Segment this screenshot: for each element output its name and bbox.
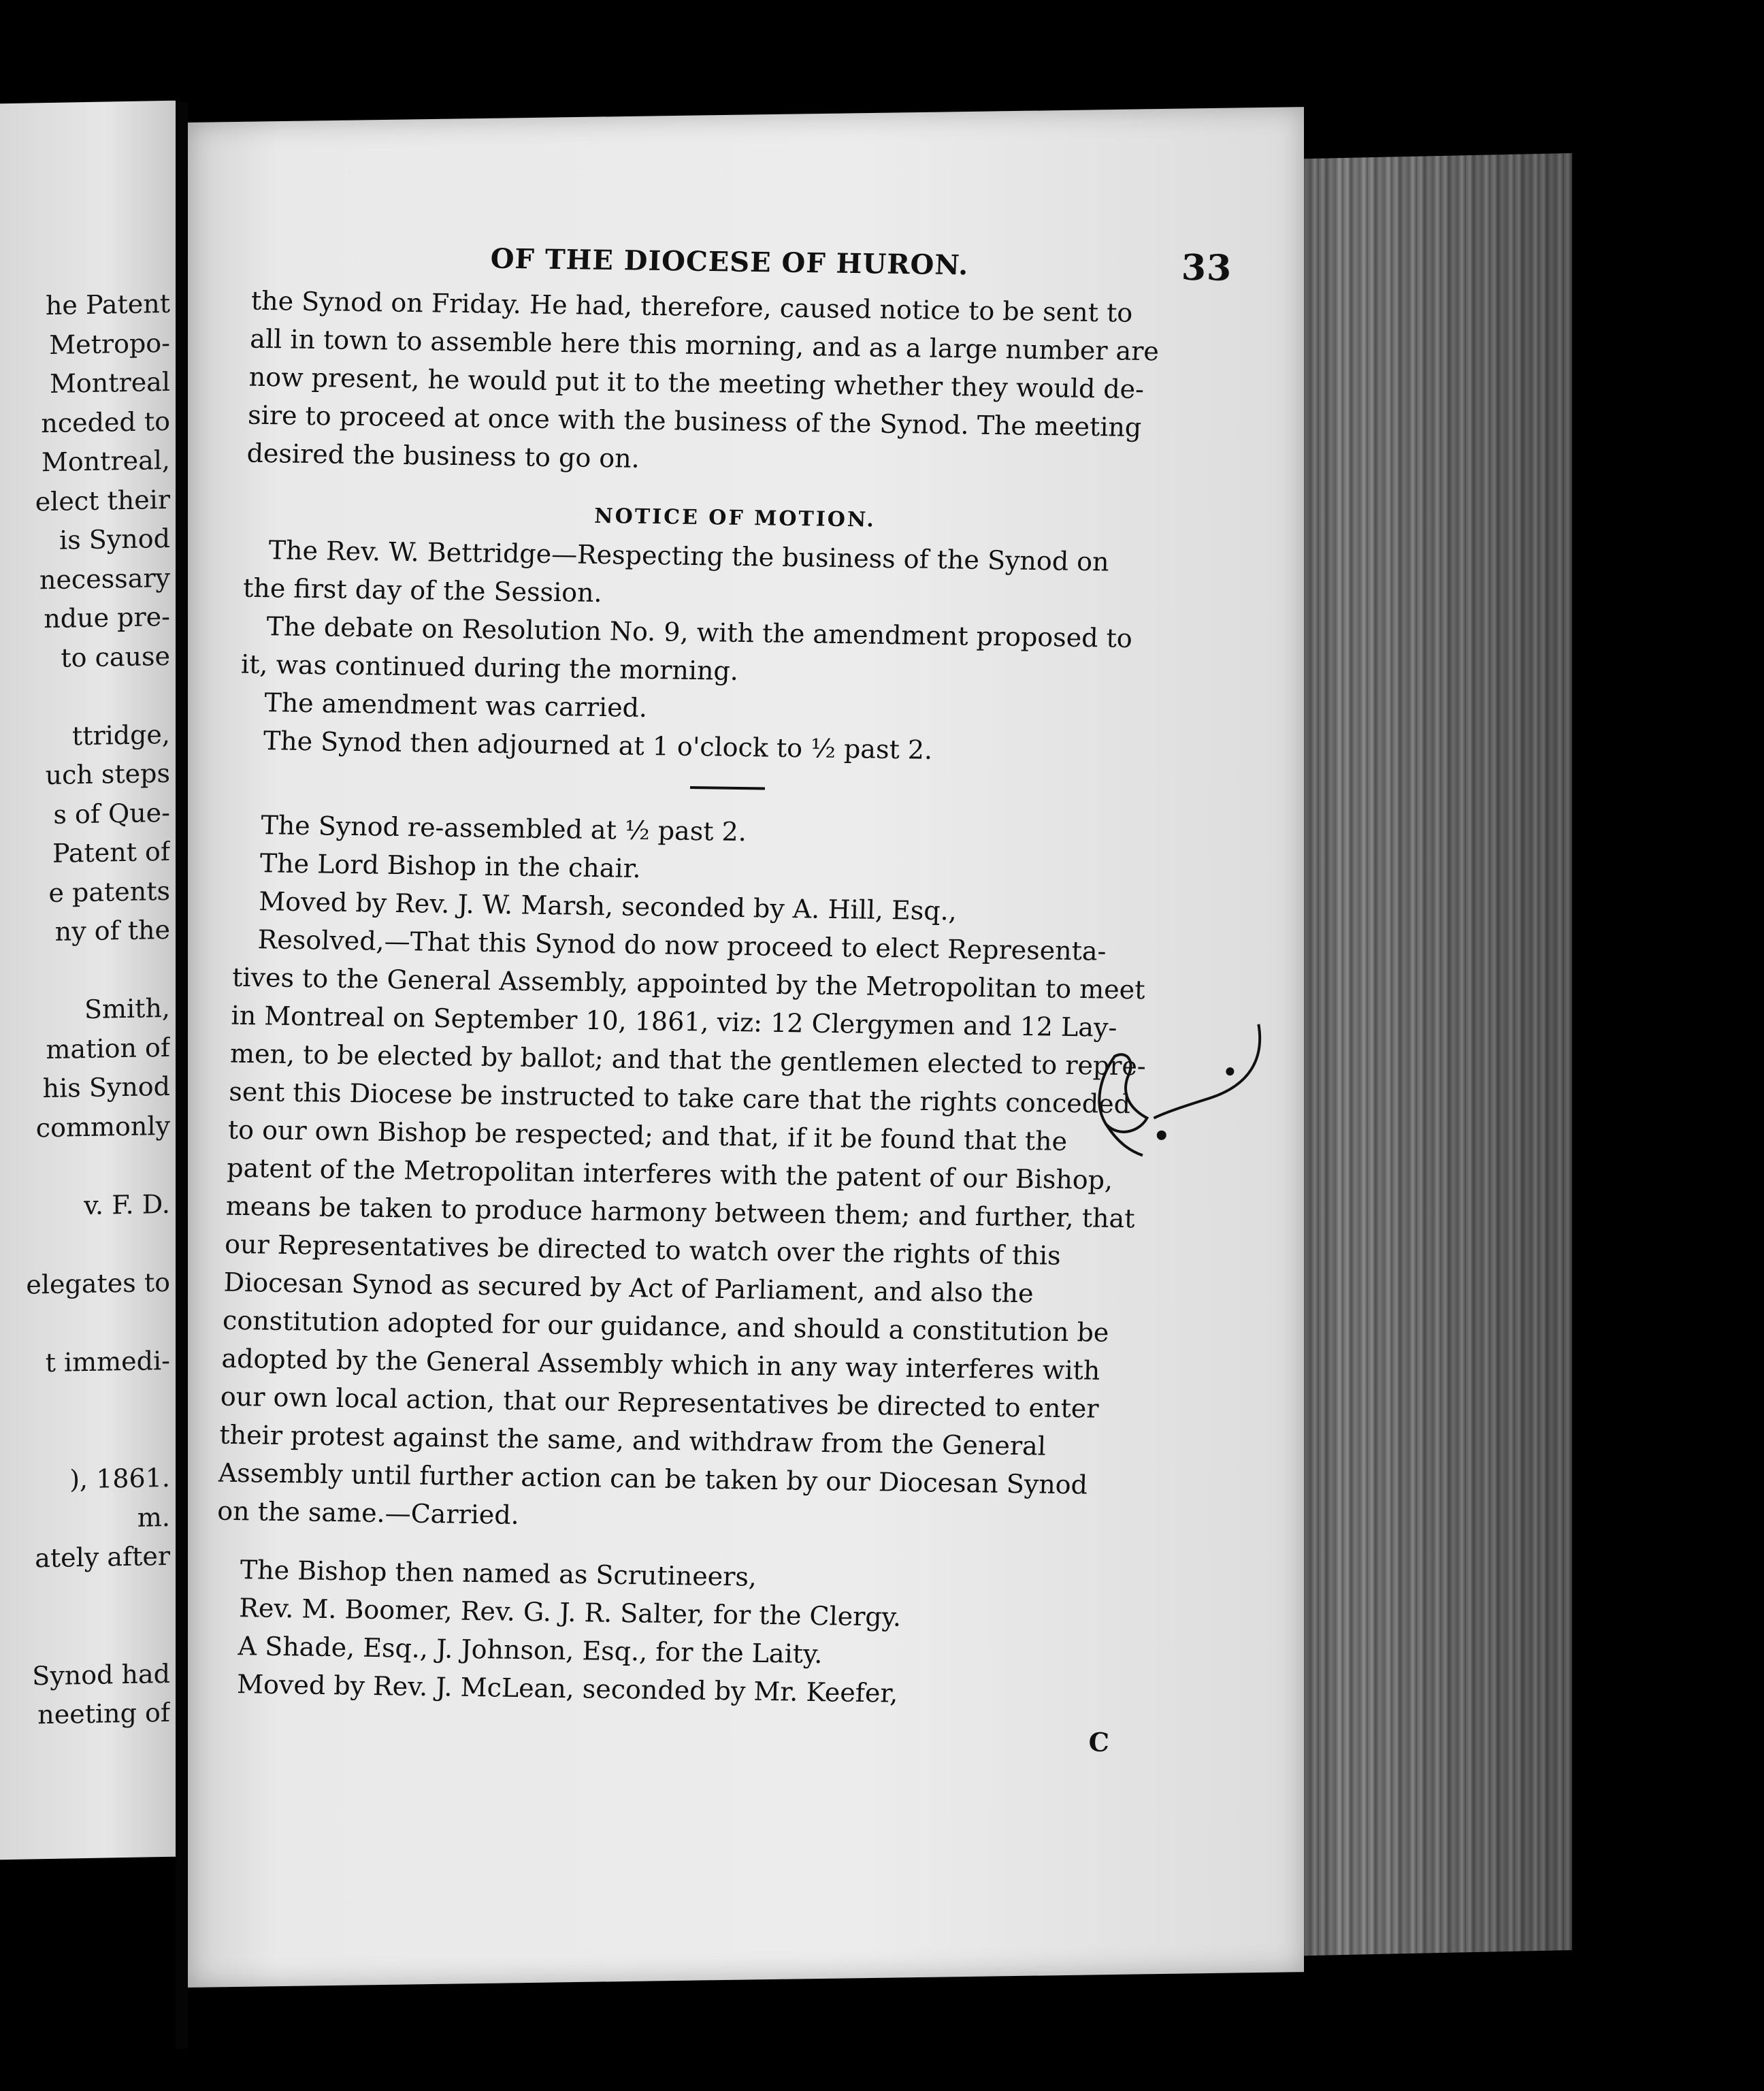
signature-mark: C	[1088, 1726, 1110, 1758]
text-line: The debate on Resolution No. 9, with the amendment proposed to	[266, 611, 1133, 653]
left-text-line	[0, 1576, 170, 1618]
notice-heading: NOTICE OF MOTION.	[593, 504, 877, 532]
text-line: desired the business to go on.	[246, 438, 640, 474]
text-line: sire to proceed at once with the business of the Synod. The meeting	[247, 400, 1142, 442]
text-line: The Bishop then named as Scrutineers,	[240, 1555, 757, 1592]
book-page	[188, 107, 1304, 1988]
text-line: it, was continued during the morning.	[240, 649, 739, 686]
left-page-fragment	[0, 101, 176, 1860]
notice-paragraph	[242, 531, 1224, 621]
left-text-line	[0, 1615, 170, 1657]
left-text-line	[0, 1302, 170, 1344]
left-text-line: nceded to	[41, 406, 170, 438]
left-text-line: is Synod	[59, 523, 170, 555]
left-text-line: s of Que-	[53, 797, 170, 830]
debate-paragraph	[240, 607, 1222, 697]
left-text-line: elegates to	[26, 1267, 170, 1300]
left-text-line	[0, 1419, 170, 1461]
left-text-line: m.	[137, 1502, 170, 1533]
left-text-line: ), 1861.	[69, 1462, 170, 1495]
text-line: the Synod on Friday. He had, therefore, caused notice to be sent to	[250, 285, 1133, 328]
text-line: Resolved,—That this Synod do now proceed to elect Representa-	[257, 924, 1107, 967]
section-rule	[690, 786, 765, 790]
text-line: in Montreal on September 10, 1861, viz: 12 Clergymen and 12 Lay-	[231, 1000, 1117, 1043]
moved-line: Moved by Rev. J. W. Marsh, seconded by A. Hill, Esq.,	[258, 886, 958, 926]
pencil-scribble	[1083, 1015, 1279, 1195]
left-text-line: Montreal,	[41, 444, 170, 478]
left-text-line: ttridge,	[71, 719, 170, 751]
left-text-line: mation of	[46, 1032, 170, 1065]
chair-line: The Lord Bishop in the chair.	[259, 848, 642, 884]
text-line: all in town to assemble here this morning, and as a large number are	[249, 323, 1160, 367]
text-line: adopted by the General Assembly which in any way interferes with	[220, 1343, 1100, 1386]
reassembled-line: The Synod re-assembled at ½ past 2.	[260, 810, 747, 847]
left-text-line: v. F. D.	[84, 1188, 170, 1220]
left-text-line	[0, 1380, 170, 1423]
left-text-line: ndue pre-	[44, 601, 170, 634]
text-line: our Representatives be directed to watch over the rights of this	[224, 1229, 1062, 1271]
left-text-line: Synod had	[32, 1658, 170, 1691]
amendment-line: The amendment was carried.	[263, 687, 648, 724]
text-line: tives to the General Assembly, appointed by the Metropolitan to meet	[231, 962, 1146, 1005]
adjourned-line: The Synod then adjourned at 1 o'clock to ½ past 2.	[263, 726, 933, 765]
text-line: their protest against the same, and withdraw from the General	[218, 1419, 1047, 1461]
left-text-line: Montreal	[50, 366, 170, 399]
text-line: means be taken to produce harmony between them; and further, that	[225, 1190, 1136, 1234]
left-text-line: e patents	[48, 875, 170, 908]
left-text-line: neeting of	[37, 1697, 170, 1730]
text-line: sent this Diocese be instructed to take care that the rights conceded	[228, 1076, 1131, 1120]
text-line: on the same.—Carried.	[216, 1495, 520, 1530]
left-text-line	[0, 1224, 170, 1266]
left-text-line	[0, 1146, 170, 1188]
page-number: 33	[1181, 246, 1233, 289]
book-gutter	[176, 102, 188, 2049]
left-text-line: commonly	[35, 1110, 170, 1143]
left-text-line: Smith,	[84, 992, 170, 1025]
left-text-line: uch steps	[45, 758, 170, 791]
text-line: the first day of the Session.	[242, 572, 603, 609]
left-text-line: t immedi-	[45, 1345, 170, 1378]
text-line: Rev. M. Boomer, Rev. G. J. R. Salter, for the Clergy.	[238, 1593, 902, 1632]
scrutineers-block	[212, 1551, 1196, 1717]
opening-paragraph	[246, 282, 1231, 486]
text-line: men, to be elected by ballot; and that the gentlemen elected to repre-	[229, 1038, 1147, 1082]
text-line: to our own Bishop be respected; and that, if it be found that the	[227, 1114, 1068, 1156]
left-text-line	[0, 950, 170, 992]
left-text-line: necessary	[39, 562, 170, 595]
left-text-line: Metropo-	[49, 327, 170, 360]
text-line: constitution adopted for our guidance, and should a constitution be	[222, 1305, 1110, 1348]
text-line: Moved by Rev. J. McLean, seconded by Mr. Keefer,	[236, 1669, 899, 1708]
left-text-line: elect their	[35, 484, 170, 517]
running-head-title: OF THE DIOCESE OF HURON.	[490, 242, 969, 282]
left-text-line: Patent of	[52, 836, 170, 869]
left-text-line: ately after	[35, 1540, 170, 1574]
text-line: A Shade, Esq., J. Johnson, Esq., for the Laity.	[238, 1631, 823, 1670]
text-line: patent of the Metropolitan interferes with the patent of our Bishop,	[226, 1152, 1113, 1195]
left-text-line: he Patent	[45, 288, 170, 321]
page-text-block	[210, 227, 1232, 1771]
left-text-line	[0, 676, 170, 718]
left-text-line: ny of the	[54, 914, 170, 947]
text-line: Diocesan Synod as secured by Act of Parliament, and also the	[223, 1267, 1034, 1309]
left-text-line: his Synod	[42, 1071, 170, 1104]
left-page-text	[0, 285, 170, 1736]
text-line: Assembly until further action can be taken by our Diocesan Synod	[218, 1457, 1088, 1500]
text-line: The Rev. W. Bettridge—Respecting the business of the Synod on	[268, 535, 1110, 577]
resolution-paragraph	[217, 920, 1213, 1544]
text-line: our own local action, that our Representatives be directed to enter	[220, 1381, 1100, 1424]
text-line: now present, he would put it to the meeting whether they would de-	[248, 361, 1145, 405]
left-text-line: to cause	[61, 641, 170, 673]
